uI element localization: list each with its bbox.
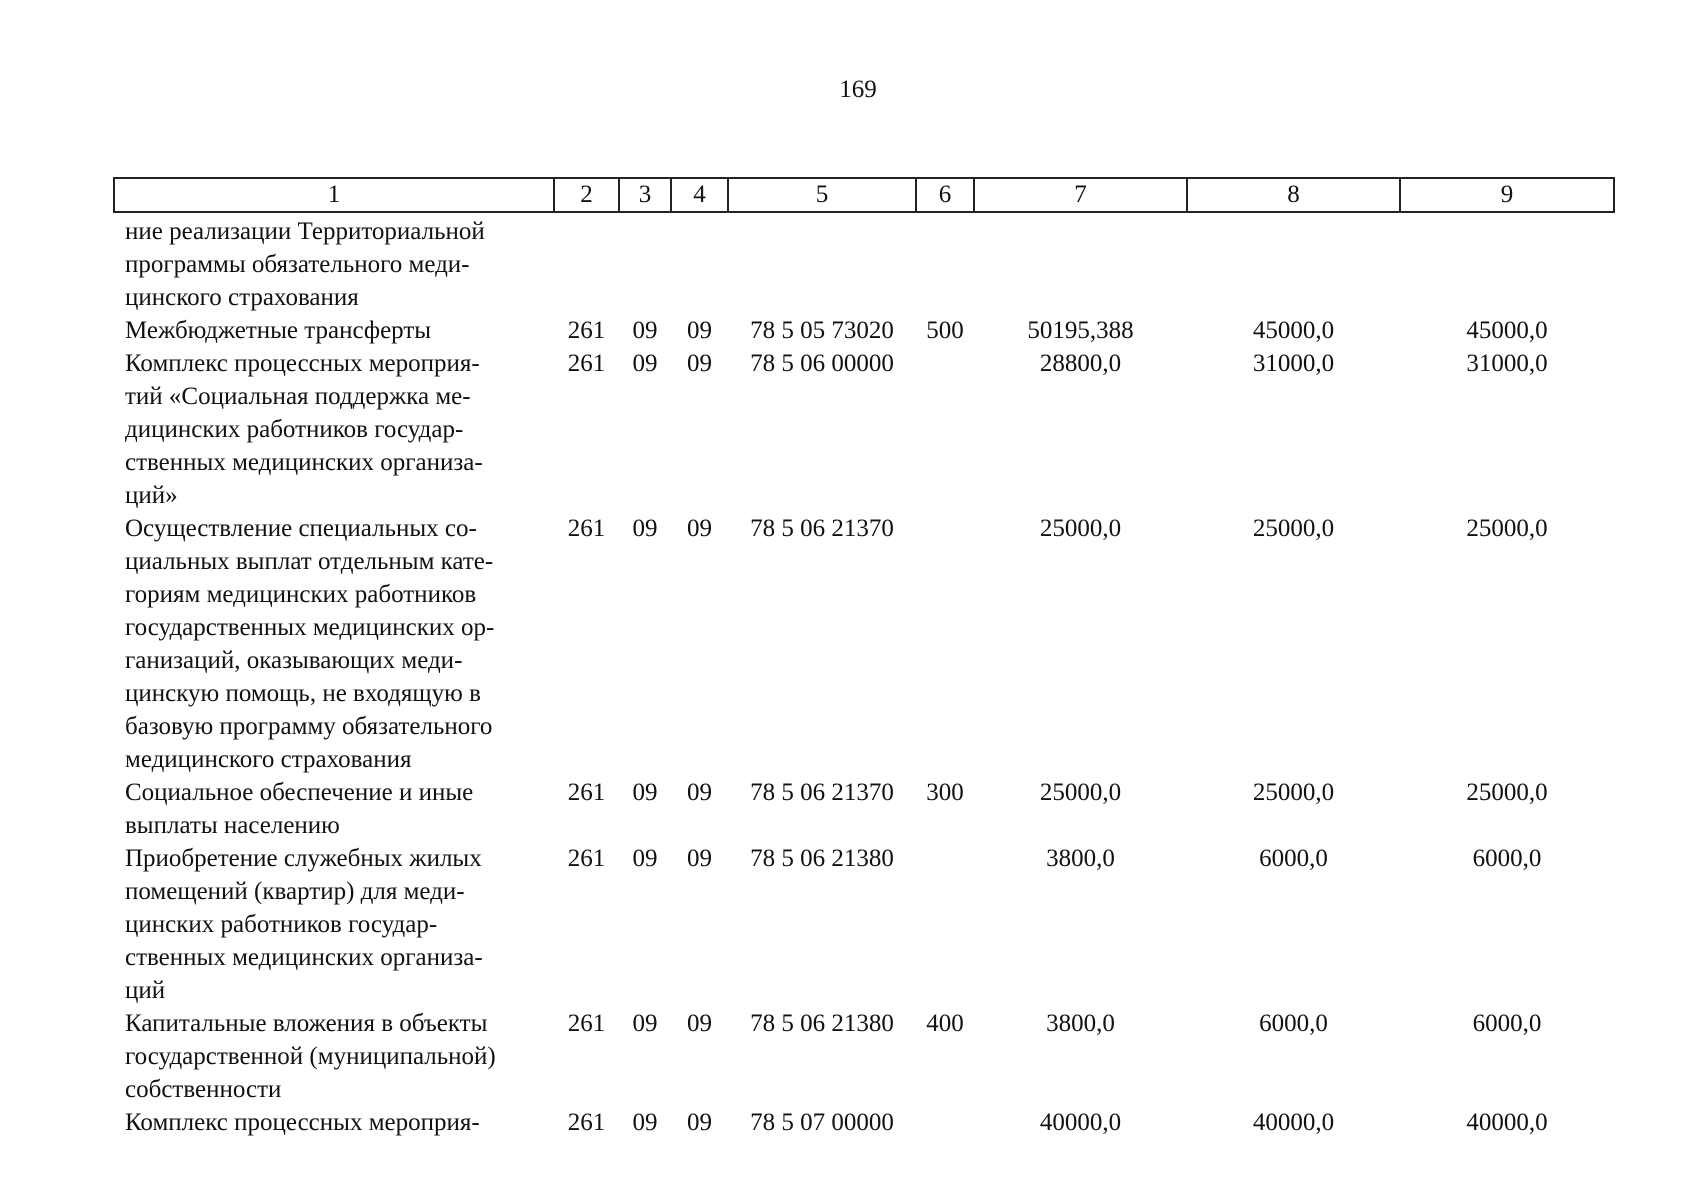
row-ministry-code: 261: [567, 1109, 606, 1136]
row-amount-year-3: 45000,0: [1466, 317, 1548, 344]
row-ministry-code: 261: [567, 515, 606, 542]
row-name: Комплекс процессных мероприя-: [125, 1109, 480, 1136]
row-expense-type-code: 500: [926, 317, 964, 344]
row-subsection-code: 09: [687, 350, 712, 377]
row-amount-year-2: 25000,0: [1252, 515, 1335, 542]
row-amount-year-3: 40000,0: [1466, 1109, 1548, 1136]
header-col-7: 7: [974, 178, 1187, 212]
row-name: Социальное обеспечение и иные выплаты населению: [125, 779, 474, 839]
row-ministry-code: [554, 212, 619, 314]
row-section-code: 09: [632, 845, 658, 872]
row-ministry-code: 261: [567, 845, 606, 872]
row-expense-type-code: [916, 347, 974, 512]
row-expense-type-code: [916, 212, 974, 314]
row-name: ние реализации Территориальной программы обязательного меди- цинского страхования: [125, 218, 485, 311]
row-target-article-code: 78 5 05 73020: [750, 317, 894, 344]
row-amount-year-3: 31000,0: [1466, 350, 1548, 377]
row-section-code: 09: [632, 1010, 658, 1037]
table-row: [114, 347, 1614, 512]
page-number: 169: [839, 76, 877, 103]
row-section-code: 09: [632, 515, 658, 542]
row-section-code: 09: [632, 350, 658, 377]
row-subsection-code: 09: [687, 779, 712, 806]
table-row: [114, 314, 1614, 347]
row-ministry-code: 261: [567, 350, 606, 377]
row-section-code: [619, 212, 671, 314]
row-name: Комплекс процессных мероприя- тий «Социальная поддержка ме- дицинских работников государ- ственных медицинских организа- ций»: [125, 350, 483, 509]
row-amount-year-1: [974, 212, 1187, 314]
row-ministry-code: 261: [567, 1010, 606, 1037]
row-amount-year-1: 3800,0: [1046, 845, 1115, 872]
table-row: [114, 1106, 1614, 1139]
row-name: Капитальные вложения в объекты государственной (муниципальной) собственности: [125, 1010, 496, 1103]
row-expense-type-code: [916, 842, 974, 1007]
row-amount-year-3: 25000,0: [1466, 779, 1548, 806]
row-expense-type-code: 300: [926, 779, 964, 806]
header-row: [114, 178, 1614, 212]
row-amount-year-1: 3800,0: [1046, 1010, 1115, 1037]
header-col-2: 2: [554, 178, 619, 212]
row-target-article-code: 78 5 06 21370: [750, 515, 894, 542]
header-col-5: 5: [728, 178, 916, 212]
row-amount-year-3: 6000,0: [1472, 845, 1542, 872]
row-amount-year-3: 25000,0: [1466, 515, 1548, 542]
header-col-6: 6: [916, 178, 974, 212]
table-row: [114, 1007, 1614, 1106]
row-amount-year-2: 40000,0: [1252, 1109, 1335, 1136]
row-name: Приобретение служебных жилых помещений (квартир) для меди- цинских работников государ- ственных медицинских организа- ций: [125, 845, 483, 1004]
row-amount-year-2: 25000,0: [1252, 779, 1335, 806]
row-subsection-code: 09: [687, 317, 712, 344]
row-subsection-code: 09: [687, 1010, 712, 1037]
header-col-3: 3: [619, 178, 671, 212]
header-col-9: 9: [1400, 178, 1614, 212]
row-name: Межбюджетные трансферты: [125, 317, 432, 344]
header-col-8: 8: [1187, 178, 1400, 212]
budget-table: [113, 177, 1615, 1139]
row-ministry-code: 261: [567, 779, 606, 806]
header-col-4: 4: [671, 178, 728, 212]
row-expense-type-code: [916, 1106, 974, 1139]
table-header: [114, 178, 1614, 212]
row-subsection-code: 09: [687, 845, 712, 872]
table-row: [114, 776, 1614, 842]
row-amount-year-2: 31000,0: [1252, 350, 1335, 377]
row-target-article-code: 78 5 06 00000: [750, 350, 894, 377]
row-target-article-code: 78 5 06 21370: [750, 779, 894, 806]
row-subsection-code: [671, 212, 728, 314]
row-amount-year-3: [1400, 212, 1614, 314]
row-target-article-code: 78 5 06 21380: [750, 845, 894, 872]
row-amount-year-1: 25000,0: [1039, 515, 1122, 542]
row-amount-year-1: 28800,0: [1039, 350, 1122, 377]
row-expense-type-code: 400: [926, 1010, 964, 1037]
row-subsection-code: 09: [687, 515, 712, 542]
row-ministry-code: 261: [567, 317, 606, 344]
row-amount-year-3: 6000,0: [1472, 1010, 1542, 1037]
header-col-1: 1: [114, 178, 554, 212]
row-expense-type-code: [916, 512, 974, 776]
row-amount-year-2: 6000,0: [1259, 845, 1328, 872]
table-body: [114, 212, 1614, 1139]
budget-table-container: [113, 177, 1613, 1139]
row-amount-year-2: [1187, 212, 1400, 314]
row-amount-year-2: 45000,0: [1252, 317, 1335, 344]
row-amount-year-1: 40000,0: [1039, 1109, 1122, 1136]
row-amount-year-1: 25000,0: [1039, 779, 1122, 806]
table-row: [114, 842, 1614, 1007]
row-name: Осуществление специальных со- циальных выплат отдельным кате- гориям медицинских работников государственных медицинских ор- ганизаций, оказывающих меди- цинскую помощь, не входящую в базовую программу обязательного медицинского страхования: [125, 515, 495, 773]
row-section-code: 09: [632, 779, 658, 806]
table-row: [114, 512, 1614, 776]
row-amount-year-1: 50195,388: [1027, 317, 1134, 344]
row-target-article-code: 78 5 07 00000: [750, 1109, 894, 1136]
table-row: [114, 212, 1614, 314]
row-section-code: 09: [632, 1109, 658, 1136]
row-target-article-code: 78 5 06 21380: [750, 1010, 894, 1037]
row-amount-year-2: 6000,0: [1259, 1010, 1328, 1037]
row-section-code: 09: [632, 317, 658, 344]
row-subsection-code: 09: [687, 1109, 712, 1136]
row-target-article-code: [728, 212, 916, 314]
